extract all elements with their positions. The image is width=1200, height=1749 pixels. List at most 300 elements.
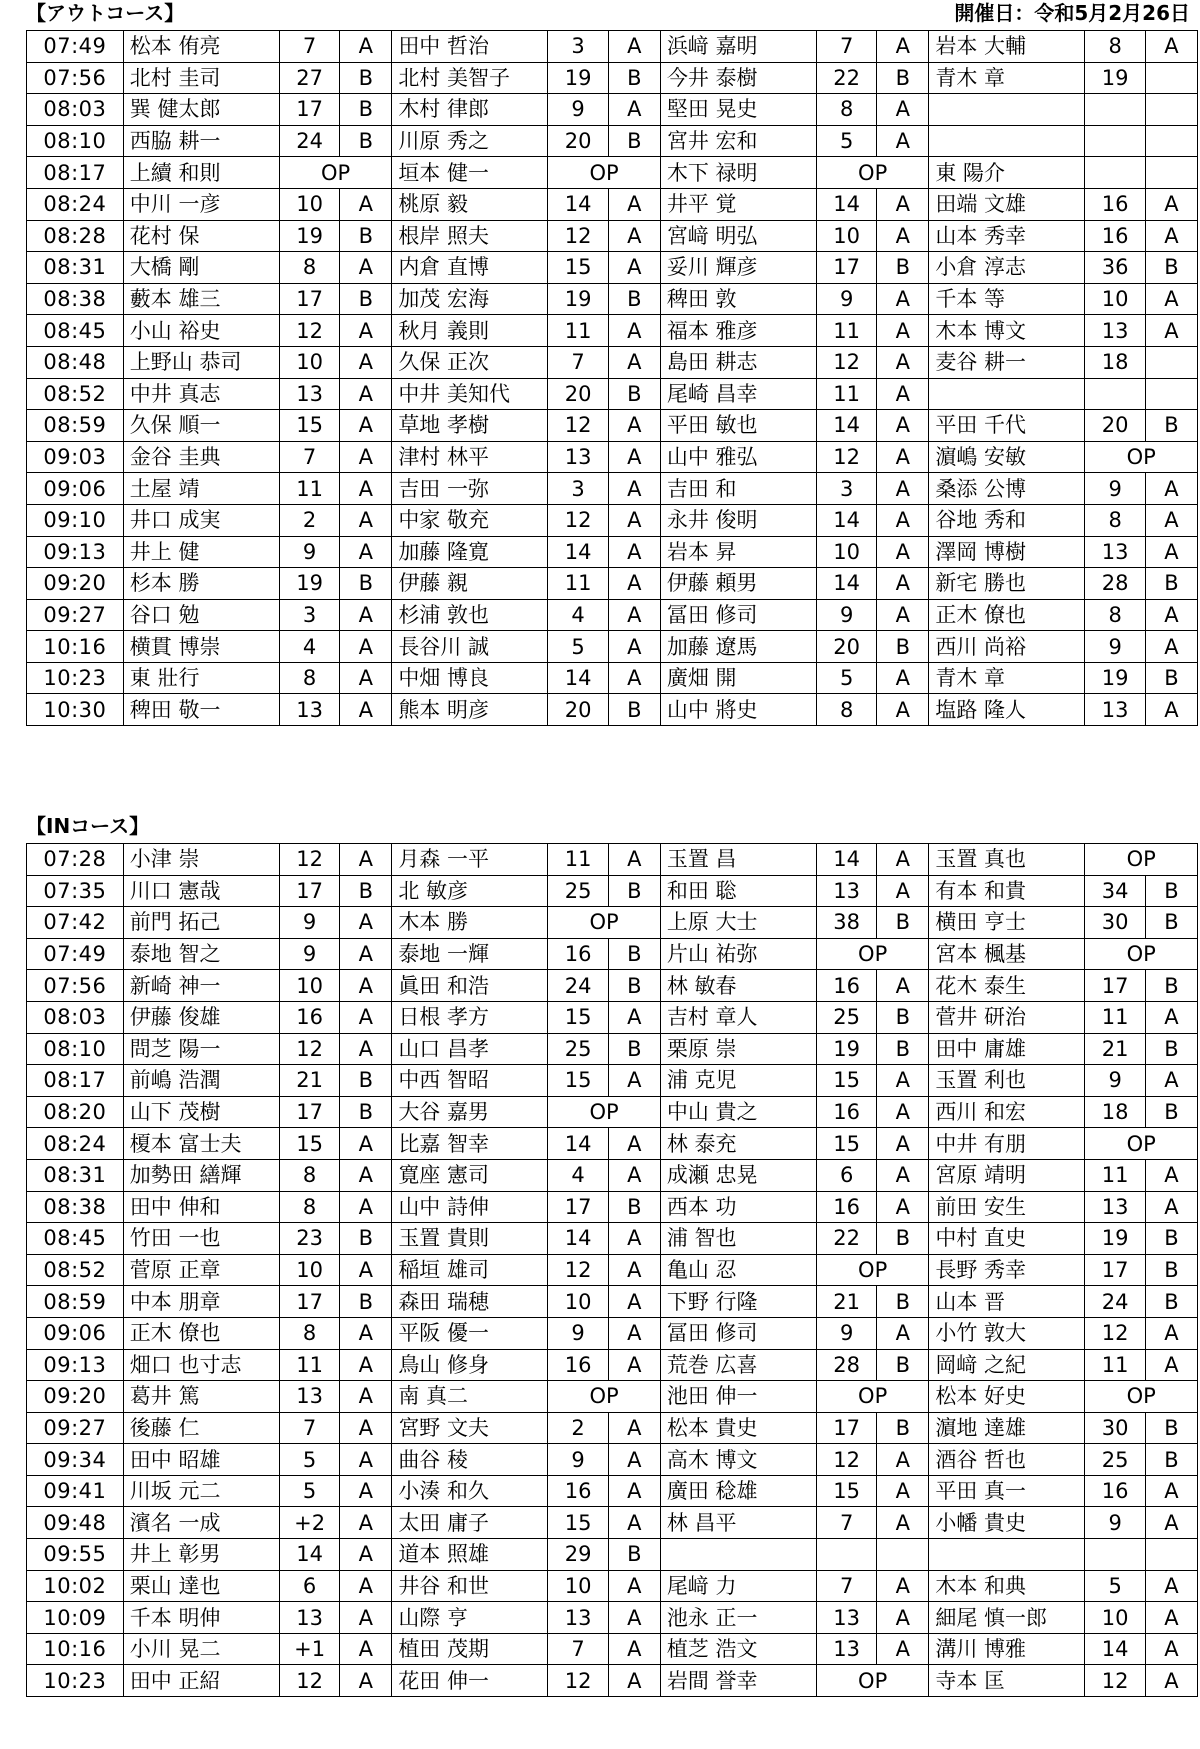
tee-time-row bbox=[27, 1223, 1198, 1255]
player-class: A bbox=[877, 504, 929, 536]
tee-time: 09:20 bbox=[27, 568, 124, 600]
player-name: 浦 智也 bbox=[660, 1223, 816, 1255]
player-handicap bbox=[1085, 157, 1145, 189]
player-name: 花田 伸一 bbox=[392, 1665, 548, 1697]
player-handicap: 11 bbox=[279, 1349, 339, 1381]
player-name: 中山 貴之 bbox=[660, 1096, 816, 1128]
player-class: A bbox=[1145, 31, 1197, 63]
player-name: 後藤 仁 bbox=[123, 1412, 279, 1444]
player-class: B bbox=[608, 1033, 660, 1065]
player-class: A bbox=[1145, 1349, 1197, 1381]
player-name: 中畑 博良 bbox=[392, 662, 548, 694]
player-handicap: 4 bbox=[548, 1159, 608, 1191]
player-class: A bbox=[877, 568, 929, 600]
player-name: 加勢田 繕輝 bbox=[123, 1159, 279, 1191]
player-name: 谷口 勉 bbox=[123, 599, 279, 631]
player-handicap: 10 bbox=[548, 1286, 608, 1318]
player-handicap: 15 bbox=[279, 410, 339, 442]
player-name: 平田 真一 bbox=[929, 1475, 1085, 1507]
player-handicap: 10 bbox=[816, 536, 876, 568]
player-handicap bbox=[1085, 378, 1145, 410]
player-handicap: 10 bbox=[548, 1570, 608, 1602]
player-class: A bbox=[877, 694, 929, 726]
tee-time-row bbox=[27, 1507, 1198, 1539]
player-name: 山中 將史 bbox=[660, 694, 816, 726]
player-name: 中本 朋章 bbox=[123, 1286, 279, 1318]
player-handicap: 6 bbox=[816, 1159, 876, 1191]
player-class: B bbox=[877, 252, 929, 284]
player-class: A bbox=[608, 1412, 660, 1444]
player-name: 中西 智昭 bbox=[392, 1065, 548, 1097]
player-handicap: 24 bbox=[1085, 1286, 1145, 1318]
player-class: A bbox=[877, 662, 929, 694]
player-class: A bbox=[1145, 283, 1197, 315]
tee-time-row bbox=[27, 1633, 1198, 1665]
tee-time: 07:35 bbox=[27, 875, 124, 907]
player-name: 南 真二 bbox=[392, 1381, 548, 1413]
tee-time-row bbox=[27, 1317, 1198, 1349]
player-name: 千本 等 bbox=[929, 283, 1085, 315]
player-name: 竹田 一也 bbox=[123, 1223, 279, 1255]
player-name: 稲垣 雄司 bbox=[392, 1254, 548, 1286]
player-handicap: 9 bbox=[816, 1317, 876, 1349]
player-name: 稗田 敦 bbox=[660, 283, 816, 315]
player-class: A bbox=[340, 907, 392, 939]
player-handicap: 15 bbox=[279, 1128, 339, 1160]
player-name: 島田 耕志 bbox=[660, 346, 816, 378]
player-name: 濵地 達雄 bbox=[929, 1412, 1085, 1444]
player-class: B bbox=[608, 875, 660, 907]
player-open-status: OP bbox=[816, 157, 928, 189]
player-class: B bbox=[1145, 410, 1197, 442]
tee-time: 08:24 bbox=[27, 188, 124, 220]
player-class: A bbox=[1145, 1191, 1197, 1223]
player-handicap: 24 bbox=[548, 970, 608, 1002]
player-name: 小竹 敦大 bbox=[929, 1317, 1085, 1349]
player-class: A bbox=[877, 31, 929, 63]
player-class: B bbox=[608, 1191, 660, 1223]
player-name: 畑口 也寸志 bbox=[123, 1349, 279, 1381]
player-handicap: 14 bbox=[548, 536, 608, 568]
player-handicap: +2 bbox=[279, 1507, 339, 1539]
tee-time-row bbox=[27, 346, 1198, 378]
player-handicap: 28 bbox=[1085, 568, 1145, 600]
player-handicap: 21 bbox=[1085, 1033, 1145, 1065]
tee-time: 09:06 bbox=[27, 473, 124, 505]
player-class: B bbox=[340, 283, 392, 315]
player-name: 塩路 隆人 bbox=[929, 694, 1085, 726]
player-name: 山中 詩伸 bbox=[392, 1191, 548, 1223]
tee-time-row bbox=[27, 844, 1198, 876]
player-handicap: 8 bbox=[1085, 504, 1145, 536]
player-handicap: 16 bbox=[548, 1475, 608, 1507]
player-class: A bbox=[340, 1602, 392, 1634]
player-name: 中川 一彦 bbox=[123, 188, 279, 220]
player-name: 福本 雅彦 bbox=[660, 315, 816, 347]
player-class: B bbox=[877, 1001, 929, 1033]
player-handicap: 11 bbox=[1085, 1349, 1145, 1381]
player-handicap: 13 bbox=[816, 875, 876, 907]
player-handicap: 15 bbox=[548, 1001, 608, 1033]
player-class: A bbox=[608, 410, 660, 442]
player-handicap: 14 bbox=[1085, 1633, 1145, 1665]
player-handicap: 15 bbox=[816, 1128, 876, 1160]
tee-time: 08:48 bbox=[27, 346, 124, 378]
player-name: 藪本 雄三 bbox=[123, 283, 279, 315]
player-class: B bbox=[1145, 970, 1197, 1002]
player-name: 津村 林平 bbox=[392, 441, 548, 473]
player-name bbox=[929, 1539, 1085, 1571]
player-class: B bbox=[877, 1223, 929, 1255]
player-class: A bbox=[1145, 1475, 1197, 1507]
player-handicap: 17 bbox=[816, 252, 876, 284]
player-handicap: 9 bbox=[279, 536, 339, 568]
tee-time-row bbox=[27, 315, 1198, 347]
tee-time: 09:10 bbox=[27, 504, 124, 536]
player-handicap: 12 bbox=[1085, 1665, 1145, 1697]
tee-time: 09:55 bbox=[27, 1539, 124, 1571]
player-handicap: 16 bbox=[1085, 220, 1145, 252]
tee-time-row bbox=[27, 31, 1198, 63]
player-class: A bbox=[608, 536, 660, 568]
player-class: B bbox=[1145, 875, 1197, 907]
player-handicap: 19 bbox=[1085, 662, 1145, 694]
player-class: A bbox=[1145, 1317, 1197, 1349]
player-name: 井上 彰男 bbox=[123, 1539, 279, 1571]
player-class: A bbox=[608, 1128, 660, 1160]
player-class: A bbox=[877, 283, 929, 315]
player-handicap: 8 bbox=[279, 1191, 339, 1223]
player-class: A bbox=[608, 220, 660, 252]
player-class: A bbox=[340, 31, 392, 63]
player-class: B bbox=[340, 1223, 392, 1255]
player-name: 小山 裕史 bbox=[123, 315, 279, 347]
player-class: A bbox=[340, 1033, 392, 1065]
player-name: 長谷川 誠 bbox=[392, 631, 548, 663]
tee-time: 08:10 bbox=[27, 125, 124, 157]
player-handicap: 5 bbox=[279, 1444, 339, 1476]
player-handicap: 22 bbox=[816, 1223, 876, 1255]
tee-time-row bbox=[27, 568, 1198, 600]
player-name: 亀山 忍 bbox=[660, 1254, 816, 1286]
player-class: A bbox=[608, 631, 660, 663]
player-handicap: 24 bbox=[279, 125, 339, 157]
player-name: 田中 庸雄 bbox=[929, 1033, 1085, 1065]
player-handicap: 10 bbox=[279, 970, 339, 1002]
player-handicap: 8 bbox=[279, 662, 339, 694]
player-name: 日根 孝方 bbox=[392, 1001, 548, 1033]
player-class: A bbox=[340, 1633, 392, 1665]
player-class: A bbox=[340, 694, 392, 726]
player-handicap: 9 bbox=[548, 1317, 608, 1349]
player-name: 山下 茂樹 bbox=[123, 1096, 279, 1128]
player-handicap: 11 bbox=[548, 568, 608, 600]
player-class: A bbox=[877, 441, 929, 473]
player-name: 冨田 修司 bbox=[660, 1317, 816, 1349]
player-name: 寺本 匡 bbox=[929, 1665, 1085, 1697]
tee-time-row bbox=[27, 125, 1198, 157]
player-class: A bbox=[608, 1602, 660, 1634]
player-handicap: 9 bbox=[816, 599, 876, 631]
player-handicap: 17 bbox=[279, 94, 339, 126]
tee-time: 08:20 bbox=[27, 1096, 124, 1128]
player-handicap: 14 bbox=[816, 844, 876, 876]
player-name: 久保 順一 bbox=[123, 410, 279, 442]
player-handicap: 10 bbox=[1085, 283, 1145, 315]
player-class: A bbox=[608, 441, 660, 473]
tee-time-row bbox=[27, 1381, 1198, 1413]
tee-time: 08:45 bbox=[27, 1223, 124, 1255]
player-name: 廣田 稔雄 bbox=[660, 1475, 816, 1507]
player-handicap: 7 bbox=[548, 346, 608, 378]
player-name: 吉村 章人 bbox=[660, 1001, 816, 1033]
tee-time: 07:42 bbox=[27, 907, 124, 939]
tee-time-row bbox=[27, 188, 1198, 220]
player-name: 土屋 靖 bbox=[123, 473, 279, 505]
player-open-status: OP bbox=[548, 1381, 660, 1413]
player-class bbox=[1145, 94, 1197, 126]
player-name: 前門 拓己 bbox=[123, 907, 279, 939]
player-name: 桑添 公博 bbox=[929, 473, 1085, 505]
player-name: 小幡 貴史 bbox=[929, 1507, 1085, 1539]
player-class: A bbox=[1145, 1159, 1197, 1191]
player-name: 月森 一平 bbox=[392, 844, 548, 876]
player-handicap: 10 bbox=[279, 1254, 339, 1286]
player-class: A bbox=[1145, 473, 1197, 505]
player-handicap: 9 bbox=[279, 938, 339, 970]
player-class: A bbox=[340, 1128, 392, 1160]
player-name: 小川 晃二 bbox=[123, 1633, 279, 1665]
player-open-status: OP bbox=[548, 157, 660, 189]
tee-time: 08:59 bbox=[27, 1286, 124, 1318]
player-class: A bbox=[340, 1570, 392, 1602]
player-name: 上野山 恭司 bbox=[123, 346, 279, 378]
player-class: A bbox=[877, 125, 929, 157]
player-handicap: 12 bbox=[816, 441, 876, 473]
tee-time: 09:41 bbox=[27, 1475, 124, 1507]
tee-time-row bbox=[27, 938, 1198, 970]
player-name: 正木 僚也 bbox=[123, 1317, 279, 1349]
player-name: 桃原 毅 bbox=[392, 188, 548, 220]
player-handicap: 20 bbox=[548, 125, 608, 157]
in-course-label: 【INコース】 bbox=[26, 814, 150, 838]
player-class: A bbox=[340, 1507, 392, 1539]
player-open-status: OP bbox=[1085, 844, 1198, 876]
player-name: 垣本 健一 bbox=[392, 157, 548, 189]
player-name: 問芝 陽一 bbox=[123, 1033, 279, 1065]
tee-time: 08:10 bbox=[27, 1033, 124, 1065]
player-class: A bbox=[877, 1507, 929, 1539]
player-name: 菅原 正章 bbox=[123, 1254, 279, 1286]
player-name: 平田 敏也 bbox=[660, 410, 816, 442]
tee-time-row bbox=[27, 1159, 1198, 1191]
player-class: A bbox=[1145, 1570, 1197, 1602]
player-handicap: 12 bbox=[548, 1665, 608, 1697]
player-class: A bbox=[877, 1475, 929, 1507]
player-class: B bbox=[608, 62, 660, 94]
player-name: 下野 行隆 bbox=[660, 1286, 816, 1318]
player-handicap: 11 bbox=[548, 844, 608, 876]
player-class: A bbox=[340, 1254, 392, 1286]
player-name: 山際 亨 bbox=[392, 1602, 548, 1634]
player-class: A bbox=[877, 599, 929, 631]
tee-time-row bbox=[27, 283, 1198, 315]
player-class: B bbox=[608, 125, 660, 157]
player-handicap: 17 bbox=[279, 875, 339, 907]
out-course-label: 【アウトコース】 bbox=[26, 1, 185, 25]
player-class: A bbox=[608, 1507, 660, 1539]
tee-time-row bbox=[27, 1191, 1198, 1223]
tee-time-row bbox=[27, 220, 1198, 252]
player-class: A bbox=[877, 536, 929, 568]
player-name: 井谷 和世 bbox=[392, 1570, 548, 1602]
player-name: 浜﨑 嘉明 bbox=[660, 31, 816, 63]
player-handicap: 12 bbox=[279, 315, 339, 347]
player-class bbox=[1145, 157, 1197, 189]
player-name: 杉浦 敦也 bbox=[392, 599, 548, 631]
player-name: 木本 勝 bbox=[392, 907, 548, 939]
player-class: A bbox=[877, 346, 929, 378]
player-open-status: OP bbox=[548, 1096, 660, 1128]
player-handicap: 11 bbox=[816, 378, 876, 410]
tee-time: 10:30 bbox=[27, 694, 124, 726]
player-handicap: 19 bbox=[548, 283, 608, 315]
player-class: B bbox=[1145, 1444, 1197, 1476]
player-name: 今井 泰樹 bbox=[660, 62, 816, 94]
tee-time: 09:13 bbox=[27, 1349, 124, 1381]
player-name: 加藤 隆寛 bbox=[392, 536, 548, 568]
player-handicap: 3 bbox=[548, 473, 608, 505]
player-class: B bbox=[877, 1412, 929, 1444]
player-handicap: 10 bbox=[279, 346, 339, 378]
player-handicap: 13 bbox=[548, 1602, 608, 1634]
player-handicap: 19 bbox=[279, 220, 339, 252]
player-name: 上原 大士 bbox=[660, 907, 816, 939]
player-handicap: 30 bbox=[1085, 907, 1145, 939]
player-class bbox=[1145, 346, 1197, 378]
player-handicap: 14 bbox=[548, 1223, 608, 1255]
player-class: A bbox=[877, 315, 929, 347]
player-handicap: 7 bbox=[816, 1570, 876, 1602]
tee-time-row bbox=[27, 536, 1198, 568]
player-open-status: OP bbox=[1085, 441, 1198, 473]
player-class: A bbox=[608, 1254, 660, 1286]
player-class: A bbox=[340, 662, 392, 694]
player-class: A bbox=[1145, 1507, 1197, 1539]
player-class: A bbox=[1145, 694, 1197, 726]
player-handicap: 16 bbox=[816, 1096, 876, 1128]
player-handicap: 7 bbox=[548, 1633, 608, 1665]
player-handicap: 7 bbox=[279, 31, 339, 63]
player-handicap: 13 bbox=[279, 1602, 339, 1634]
tee-time-row bbox=[27, 970, 1198, 1002]
player-handicap: 13 bbox=[1085, 536, 1145, 568]
tee-time-row bbox=[27, 907, 1198, 939]
player-handicap: 16 bbox=[1085, 1475, 1145, 1507]
player-name: 秋月 義則 bbox=[392, 315, 548, 347]
player-class: A bbox=[877, 378, 929, 410]
player-name: 北 敏彦 bbox=[392, 875, 548, 907]
player-name: 中家 敬充 bbox=[392, 504, 548, 536]
player-name: 青木 章 bbox=[929, 62, 1085, 94]
player-class: B bbox=[1145, 662, 1197, 694]
player-handicap: 11 bbox=[1085, 1159, 1145, 1191]
player-class: A bbox=[340, 346, 392, 378]
player-name: 井口 成実 bbox=[123, 504, 279, 536]
player-name: 伊藤 俊雄 bbox=[123, 1001, 279, 1033]
player-name: 伊藤 頼男 bbox=[660, 568, 816, 600]
player-class: A bbox=[340, 1412, 392, 1444]
tee-time-row bbox=[27, 662, 1198, 694]
player-class: A bbox=[608, 844, 660, 876]
player-name: 小倉 淳志 bbox=[929, 252, 1085, 284]
player-handicap: 13 bbox=[816, 1602, 876, 1634]
tee-time: 08:59 bbox=[27, 410, 124, 442]
player-name: 比嘉 智幸 bbox=[392, 1128, 548, 1160]
player-handicap: 28 bbox=[816, 1349, 876, 1381]
tee-time: 09:13 bbox=[27, 536, 124, 568]
player-handicap: 17 bbox=[816, 1412, 876, 1444]
player-name: 中村 直史 bbox=[929, 1223, 1085, 1255]
tee-time: 08:17 bbox=[27, 157, 124, 189]
tee-time-row bbox=[27, 94, 1198, 126]
player-name: 木本 博文 bbox=[929, 315, 1085, 347]
player-class: B bbox=[1145, 252, 1197, 284]
player-name: 前嶋 浩潤 bbox=[123, 1065, 279, 1097]
player-name: 池永 正一 bbox=[660, 1602, 816, 1634]
player-name: 永井 俊明 bbox=[660, 504, 816, 536]
tee-time-row bbox=[27, 1665, 1198, 1697]
player-name: 植芝 浩文 bbox=[660, 1633, 816, 1665]
player-name: 花木 泰生 bbox=[929, 970, 1085, 1002]
player-handicap: 20 bbox=[548, 694, 608, 726]
player-class: A bbox=[340, 938, 392, 970]
player-class: A bbox=[340, 1001, 392, 1033]
player-name: 廣畑 開 bbox=[660, 662, 816, 694]
player-name: 北村 圭司 bbox=[123, 62, 279, 94]
tee-time: 07:56 bbox=[27, 62, 124, 94]
player-handicap: 2 bbox=[548, 1412, 608, 1444]
player-handicap: 27 bbox=[279, 62, 339, 94]
player-handicap: 8 bbox=[279, 252, 339, 284]
player-handicap: 13 bbox=[279, 1381, 339, 1413]
player-handicap: 19 bbox=[1085, 1223, 1145, 1255]
player-class: A bbox=[608, 1223, 660, 1255]
player-name: 濵嶋 安敏 bbox=[929, 441, 1085, 473]
player-name: 栗原 崇 bbox=[660, 1033, 816, 1065]
player-class: B bbox=[340, 125, 392, 157]
player-handicap: 9 bbox=[1085, 1507, 1145, 1539]
player-name: 尾崎 昌幸 bbox=[660, 378, 816, 410]
tee-time-row bbox=[27, 1412, 1198, 1444]
player-name: 岩間 誉幸 bbox=[660, 1665, 816, 1697]
player-class bbox=[1145, 1539, 1197, 1571]
player-name: 加藤 遼馬 bbox=[660, 631, 816, 663]
player-handicap: 12 bbox=[279, 1033, 339, 1065]
player-class: A bbox=[1145, 599, 1197, 631]
player-handicap: 4 bbox=[279, 631, 339, 663]
tee-time: 10:16 bbox=[27, 1633, 124, 1665]
player-name: 大橋 剛 bbox=[123, 252, 279, 284]
player-class: B bbox=[340, 875, 392, 907]
player-name: 木下 禄明 bbox=[660, 157, 816, 189]
player-handicap: 13 bbox=[1085, 694, 1145, 726]
player-class: A bbox=[608, 1570, 660, 1602]
player-handicap: 3 bbox=[279, 599, 339, 631]
player-handicap: 7 bbox=[279, 1412, 339, 1444]
player-name: 千本 明伸 bbox=[123, 1602, 279, 1634]
player-name: 松本 貴史 bbox=[660, 1412, 816, 1444]
